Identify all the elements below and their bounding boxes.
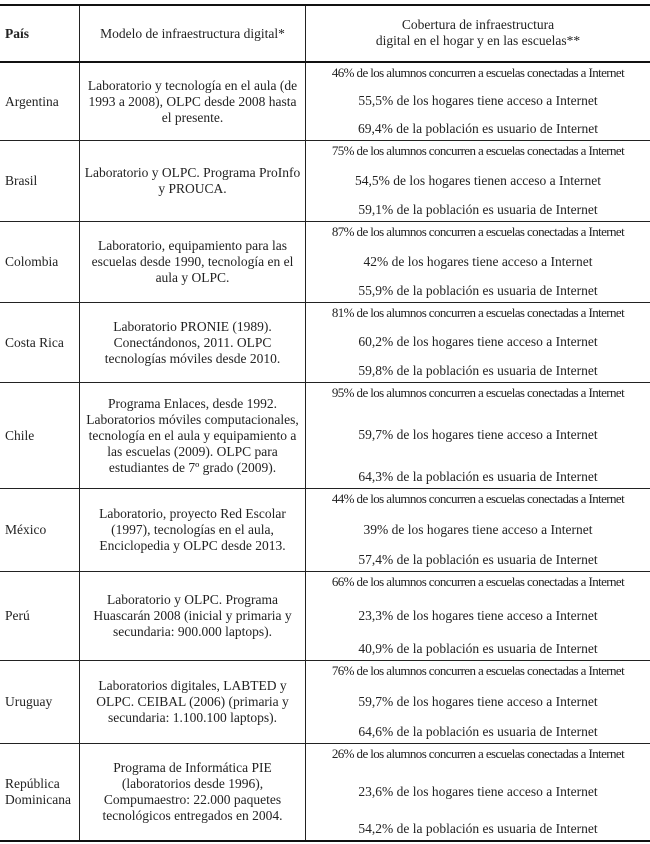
school-coverage: 44% de los alumnos concurren a escuelas conectadas a Internet	[331, 491, 625, 506]
model-cell: Laboratorio, equipamiento para las escuelas desde 1990, tecnología en el aula y OLPC.	[80, 222, 306, 302]
school-coverage: 87% de los alumnos concurren a escuelas conectadas a Internet	[331, 224, 625, 239]
population-coverage: 64,6% de la población es usuaria de Internet	[358, 724, 598, 739]
table-row	[0, 572, 650, 661]
table-row	[0, 303, 650, 383]
country-cell: Uruguay	[0, 661, 80, 743]
table-header	[0, 6, 650, 63]
population-coverage: 40,9% de la población es usuaria de Internet	[358, 641, 598, 656]
header-coverage	[306, 6, 650, 61]
home-coverage: 39% de los hogares tiene acceso a Internet	[363, 521, 593, 537]
coverage-cell	[306, 572, 650, 660]
country-cell: Perú	[0, 572, 80, 660]
table-row	[0, 63, 650, 141]
model-cell: Laboratorio y OLPC. Programa Huascarán 2008 (inicial y primaria y secundaria: 900.000 laptops).	[80, 572, 306, 660]
table-row	[0, 489, 650, 572]
model-cell: Programa de Informática PIE (laboratorios desde 1996), Compumaestro: 22.000 paquetes tecnológicos entregados en 2004.	[80, 744, 306, 840]
home-coverage: 54,5% de los hogares tienen acceso a Internet	[355, 172, 601, 188]
school-coverage: 81% de los alumnos concurren a escuelas conectadas a Internet	[331, 305, 625, 320]
country-cell: Chile	[0, 383, 80, 488]
country-cell: Argentina	[0, 63, 80, 140]
home-coverage: 23,6% de los hogares tiene acceso a Internet	[358, 783, 598, 799]
population-coverage: 54,2% de la población es usuaria de Internet	[358, 821, 598, 836]
coverage-cell	[306, 744, 650, 840]
school-coverage: 95% de los alumnos concurren a escuelas conectadas a Internet	[331, 385, 625, 400]
school-coverage: 76% de los alumnos concurren a escuelas conectadas a Internet	[331, 663, 625, 678]
model-cell: Laboratorios digitales, LABTED y OLPC. CEIBAL (2006) (primaria y secundaria: 1.100.100 laptops).	[80, 661, 306, 743]
school-coverage: 26% de los alumnos concurren a escuelas conectadas a Internet	[331, 746, 625, 761]
coverage-cell	[306, 383, 650, 488]
model-cell: Programa Enlaces, desde 1992. Laboratorios móviles computacionales, tecnología en el aula y equipamiento a las escuelas (2009). OLPC para estudiantes de 7º grado (2009).	[80, 383, 306, 488]
country-cell: Costa Rica	[0, 303, 80, 382]
country-cell: Brasil	[0, 141, 80, 221]
coverage-cell	[306, 661, 650, 743]
table-row	[0, 141, 650, 222]
country-cell: México	[0, 489, 80, 571]
coverage-cell	[306, 63, 650, 140]
header-coverage-line2: digital en el hogar y en las escuelas**	[375, 33, 581, 48]
population-coverage: 59,1% de la población es usuaria de Internet	[358, 202, 598, 217]
model-cell: Laboratorio y OLPC. Programa ProInfo y PROUCA.	[80, 141, 306, 221]
header-model: Modelo de infraestructura digital*	[80, 6, 306, 61]
table-row	[0, 744, 650, 840]
home-coverage: 42% de los hogares tiene acceso a Internet	[363, 253, 593, 269]
header-country: País	[0, 6, 80, 61]
population-coverage: 57,4% de la población es usuaria de Internet	[358, 552, 598, 567]
model-cell: Laboratorio PRONIE (1989). Conectándonos, 2011. OLPC tecnologías móviles desde 2010.	[80, 303, 306, 382]
table-row	[0, 222, 650, 303]
table-row	[0, 383, 650, 489]
coverage-cell	[306, 303, 650, 382]
home-coverage: 59,7% de los hogares tiene acceso a Internet	[358, 693, 598, 709]
population-coverage: 55,9% de la población es usuaria de Internet	[358, 283, 598, 298]
coverage-cell	[306, 489, 650, 571]
school-coverage: 46% de los alumnos concurren a escuelas conectadas a Internet	[331, 65, 625, 80]
home-coverage: 55,5% de los hogares tiene acceso a Internet	[358, 93, 598, 108]
population-coverage: 69,4% de la población es usuario de Internet	[358, 121, 598, 136]
coverage-cell	[306, 141, 650, 221]
model-cell: Laboratorio, proyecto Red Escolar (1997), tecnologías en el aula, Enciclopedia y OLPC desde 2013.	[80, 489, 306, 571]
home-coverage: 60,2% de los hogares tiene acceso a Internet	[358, 334, 598, 349]
home-coverage: 23,3% de los hogares tiene acceso a Internet	[358, 607, 598, 623]
population-coverage: 59,8% de la población es usuaria de Internet	[358, 363, 598, 378]
country-cell: República Dominicana	[0, 744, 80, 840]
school-coverage: 66% de los alumnos concurren a escuelas conectadas a Internet	[331, 574, 625, 589]
population-coverage: 64,3% de la población es usuaria de Internet	[358, 469, 598, 484]
table-row	[0, 661, 650, 744]
infrastructure-table	[0, 4, 650, 842]
coverage-cell	[306, 222, 650, 302]
country-cell: Colombia	[0, 222, 80, 302]
school-coverage: 75% de los alumnos concurren a escuelas conectadas a Internet	[331, 143, 625, 158]
model-cell: Laboratorio y tecnología en el aula (de 1993 a 2008), OLPC desde 2008 hasta el presente.	[80, 63, 306, 140]
home-coverage: 59,7% de los hogares tiene acceso a Internet	[358, 427, 598, 442]
header-coverage-line1: Cobertura de infraestructura	[401, 17, 555, 32]
